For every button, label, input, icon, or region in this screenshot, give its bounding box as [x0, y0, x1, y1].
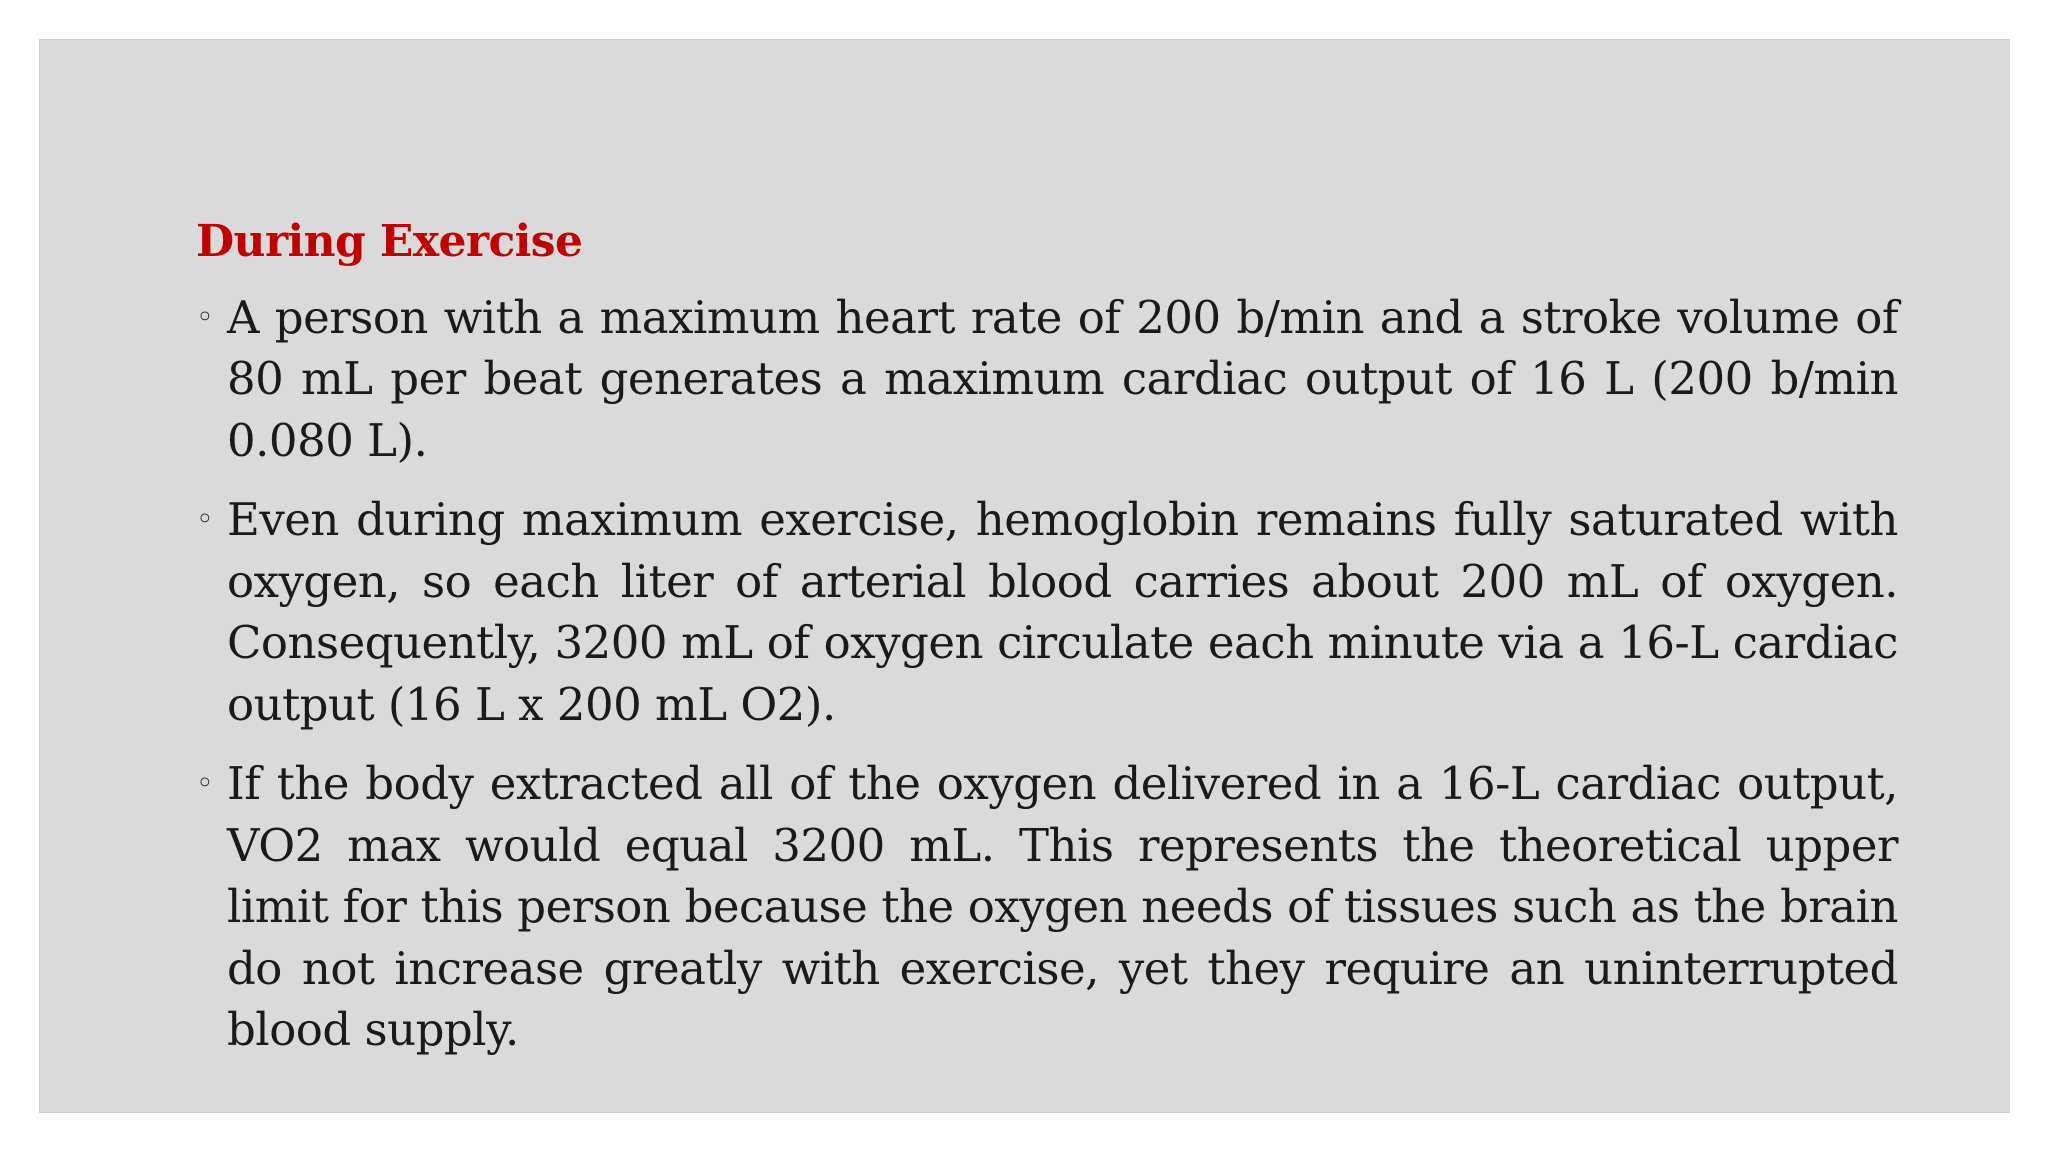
- bullet-text: A person with a maximum heart rate of 200 b/min and a stroke volume of 80 mL per beat generates a maximum cardiac output of 16 L (200 b/min 0.080 L).: [227, 290, 1898, 467]
- bullet-circle-icon: ◦: [196, 299, 214, 335]
- bullet-item: [196, 753, 1898, 1061]
- bullet-circle-icon: ◦: [196, 766, 214, 802]
- slide: [39, 39, 2010, 1113]
- slide-content: [196, 216, 1898, 1079]
- bullet-list: [196, 287, 1898, 1061]
- bullet-text: If the body extracted all of the oxygen delivered in a 16-L cardiac output, VO2 max would equal 3200 mL. This represents the theoretical upper limit for this person because the oxygen needs of tissues such as the brain do not increase greatly with exercise, yet they require an uninterrupted blood supply.: [227, 757, 1898, 1057]
- slide-heading: During Exercise: [196, 216, 583, 267]
- bullet-circle-icon: ◦: [196, 502, 214, 538]
- bullet-item: [196, 287, 1898, 472]
- bullet-text: Even during maximum exercise, hemoglobin remains fully saturated with oxygen, so each liter of arterial blood carries about 200 mL of oxygen. Consequently, 3200 mL of oxygen circulate each minute via a 16-L cardiac output (16 L x 200 mL O2).: [227, 493, 1898, 731]
- bullet-item: [196, 489, 1898, 735]
